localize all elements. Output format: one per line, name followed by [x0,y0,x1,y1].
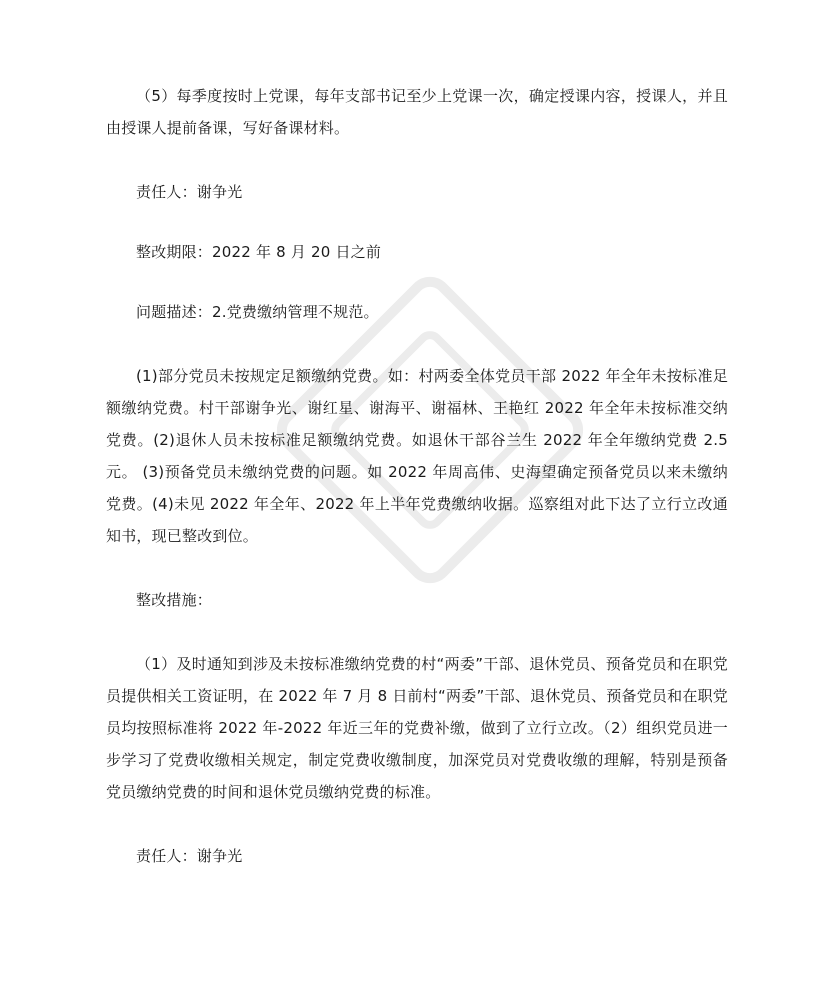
paragraph-problem-description: 问题描述：2.党费缴纳管理不规范。 [136,303,379,321]
paragraph-measures-heading: 整改措施： [136,591,213,609]
paragraph-responsible-person-1: 责任人：谢争光 [136,183,243,201]
paragraph-measures-details: （1）及时通知到涉及未按标准缴纳党费的村“两委”干部、退休党员、预备党员和在职党员提供相关工资证明，在 2022 年 7 月 8 日前村“两委”干部、退休党员、预备党员和在职党员均按照标准将 2022 年-2022 年近三年的党费补缴，做到了立行立改。（2）组织党员进一步学习了党费收缴相关规定，制定党费收缴制度，加深党员对党费收缴的理解，特别是预备党员缴纳党费的时间和退休党员缴纳党费的标准。 [106,655,728,801]
paragraph-party-lecture: （5）每季度按时上党课，每年支部书记至少上党课一次，确定授课内容，授课人，并且由授课人提前备课，写好备课材料。 [106,87,728,137]
paragraph-deadline: 整改期限：2022 年 8 月 20 日之前 [136,243,382,261]
paragraph-problem-details: (1)部分党员未按规定足额缴纳党费。如：村两委全体党员干部 2022 年全年未按标准足额缴纳党费。村干部谢争光、谢红星、谢海平、谢福林、王艳红 2022 年全年未按标准交纳党费。(2)退休人员未按标准足额缴纳党费。如退休干部谷兰生 2022 年全年缴纳党费 2.5 元。 (3)预备党员未缴纳党费的问题。如 2022 年周高伟、史海望确定预备党员以来未缴纳党费。(4)未见 2022 年全年、2022 年上半年党费缴纳收据。巡察组对此下达了立行立改通知书，现已整改到位。 [106,367,728,545]
paragraph-responsible-person-2: 责任人：谢争光 [136,847,243,865]
